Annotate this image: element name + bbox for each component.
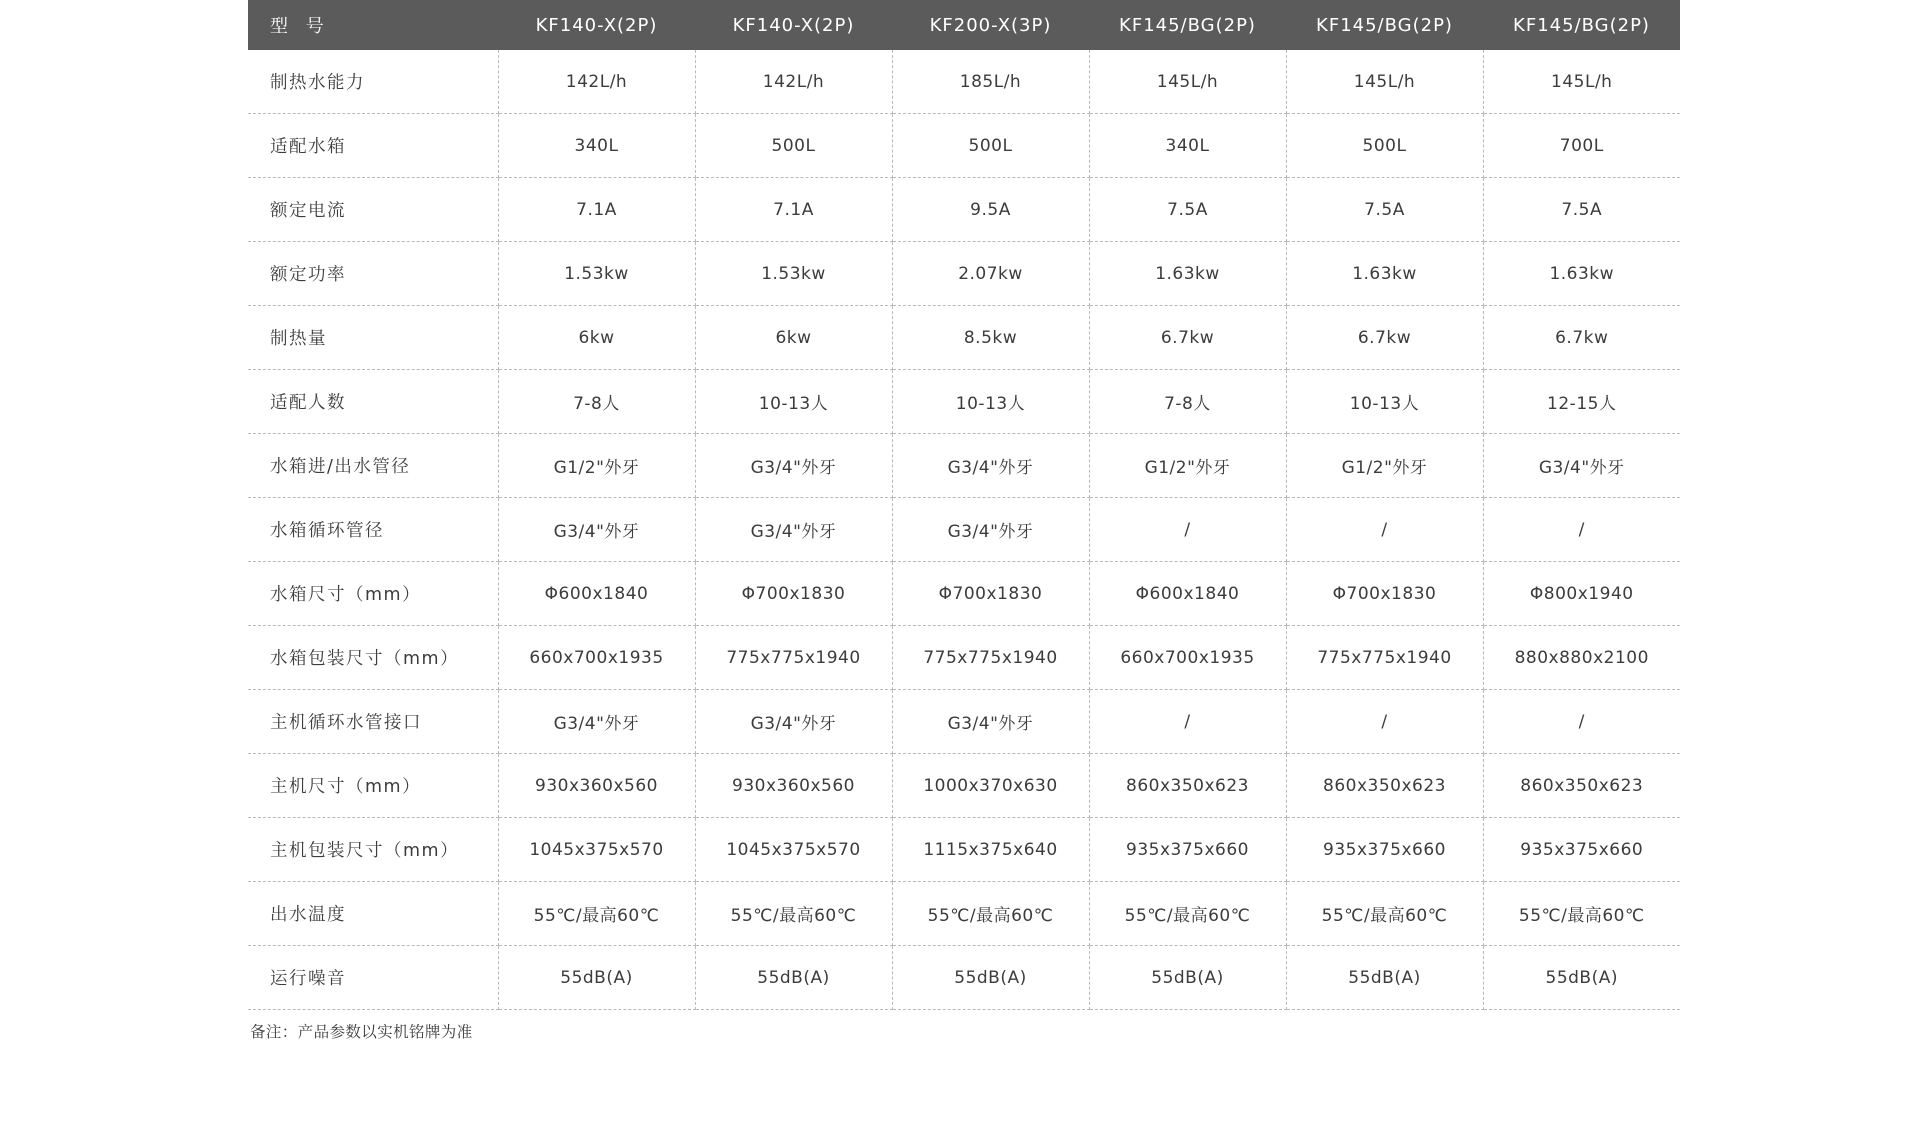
table-cell: 55dB(A) bbox=[1483, 946, 1680, 1010]
table-cell: 6.7kw bbox=[1286, 306, 1483, 370]
table-row bbox=[248, 690, 1680, 754]
table-cell: 935x375x660 bbox=[1483, 818, 1680, 882]
table-cell: 6.7kw bbox=[1483, 306, 1680, 370]
table-cell: 660x700x1935 bbox=[498, 626, 695, 690]
table-cell: 860x350x623 bbox=[1483, 754, 1680, 818]
table-header bbox=[248, 0, 1680, 50]
table-cell: 7.1A bbox=[498, 178, 695, 242]
table-cell: 500L bbox=[1286, 114, 1483, 178]
table-cell: 930x360x560 bbox=[695, 754, 892, 818]
table-cell: 935x375x660 bbox=[1089, 818, 1286, 882]
column-header-model-2: KF140-X(2P) bbox=[695, 0, 892, 50]
table-cell: 7.5A bbox=[1286, 178, 1483, 242]
table-cell: 9.5A bbox=[892, 178, 1089, 242]
row-label: 主机循环水管接口 bbox=[248, 690, 498, 754]
table-cell: 185L/h bbox=[892, 50, 1089, 114]
table-cell: G3/4"外牙 bbox=[892, 498, 1089, 562]
table-cell: / bbox=[1089, 690, 1286, 754]
column-header-model-1: KF140-X(2P) bbox=[498, 0, 695, 50]
spec-table-container bbox=[248, 0, 1680, 1010]
row-label: 水箱循环管径 bbox=[248, 498, 498, 562]
table-cell: 8.5kw bbox=[892, 306, 1089, 370]
table-cell: 1.63kw bbox=[1483, 242, 1680, 306]
table-cell: 340L bbox=[1089, 114, 1286, 178]
table-cell: Φ600x1840 bbox=[498, 562, 695, 626]
table-cell: Φ600x1840 bbox=[1089, 562, 1286, 626]
table-cell: 55dB(A) bbox=[892, 946, 1089, 1010]
table-cell: G1/2"外牙 bbox=[498, 434, 695, 498]
table-row bbox=[248, 50, 1680, 114]
table-row bbox=[248, 626, 1680, 690]
footnote: 备注：产品参数以实机铭牌为准 bbox=[250, 1023, 473, 1041]
column-header-model-5: KF145/BG(2P) bbox=[1286, 0, 1483, 50]
table-cell: G3/4"外牙 bbox=[892, 434, 1089, 498]
table-cell: G3/4"外牙 bbox=[498, 498, 695, 562]
table-cell: G3/4"外牙 bbox=[498, 690, 695, 754]
table-cell: 55℃/最高60℃ bbox=[695, 882, 892, 946]
table-cell: 6.7kw bbox=[1089, 306, 1286, 370]
table-cell: 55dB(A) bbox=[1089, 946, 1286, 1010]
table-cell: / bbox=[1286, 498, 1483, 562]
column-header-model-6: KF145/BG(2P) bbox=[1483, 0, 1680, 50]
table-cell: 930x360x560 bbox=[498, 754, 695, 818]
table-cell: 775x775x1940 bbox=[695, 626, 892, 690]
row-label: 水箱进/出水管径 bbox=[248, 434, 498, 498]
table-cell: G3/4"外牙 bbox=[695, 434, 892, 498]
table-cell: 55℃/最高60℃ bbox=[892, 882, 1089, 946]
table-row bbox=[248, 114, 1680, 178]
table-row bbox=[248, 306, 1680, 370]
product-spec-table bbox=[248, 0, 1680, 1010]
table-cell: G3/4"外牙 bbox=[695, 690, 892, 754]
table-cell: 55dB(A) bbox=[695, 946, 892, 1010]
table-cell: 1045x375x570 bbox=[695, 818, 892, 882]
row-label: 主机尺寸（mm） bbox=[248, 754, 498, 818]
table-cell: 1.63kw bbox=[1286, 242, 1483, 306]
table-row bbox=[248, 370, 1680, 434]
row-label: 运行噪音 bbox=[248, 946, 498, 1010]
table-cell: 10-13人 bbox=[695, 370, 892, 434]
table-cell: Φ700x1830 bbox=[892, 562, 1089, 626]
table-cell: 10-13人 bbox=[1286, 370, 1483, 434]
table-cell: 880x880x2100 bbox=[1483, 626, 1680, 690]
table-row bbox=[248, 562, 1680, 626]
table-cell: 55℃/最高60℃ bbox=[1483, 882, 1680, 946]
table-cell: 1000x370x630 bbox=[892, 754, 1089, 818]
table-cell: 500L bbox=[695, 114, 892, 178]
table-row bbox=[248, 242, 1680, 306]
table-cell: 55dB(A) bbox=[1286, 946, 1483, 1010]
table-cell: Φ700x1830 bbox=[1286, 562, 1483, 626]
row-label: 适配水箱 bbox=[248, 114, 498, 178]
table-cell: 775x775x1940 bbox=[892, 626, 1089, 690]
table-cell: 55℃/最高60℃ bbox=[1089, 882, 1286, 946]
table-cell: 500L bbox=[892, 114, 1089, 178]
table-cell: 935x375x660 bbox=[1286, 818, 1483, 882]
table-cell: 55℃/最高60℃ bbox=[498, 882, 695, 946]
table-cell: / bbox=[1483, 690, 1680, 754]
row-label: 制热量 bbox=[248, 306, 498, 370]
table-cell: / bbox=[1483, 498, 1680, 562]
table-row bbox=[248, 178, 1680, 242]
table-cell: 6kw bbox=[695, 306, 892, 370]
table-cell: 1045x375x570 bbox=[498, 818, 695, 882]
table-cell: 7.5A bbox=[1089, 178, 1286, 242]
table-header-row bbox=[248, 0, 1680, 50]
table-cell: 145L/h bbox=[1089, 50, 1286, 114]
table-row bbox=[248, 818, 1680, 882]
table-cell: 55dB(A) bbox=[498, 946, 695, 1010]
table-cell: 700L bbox=[1483, 114, 1680, 178]
row-label: 主机包装尺寸（mm） bbox=[248, 818, 498, 882]
table-cell: G3/4"外牙 bbox=[1483, 434, 1680, 498]
row-label: 额定电流 bbox=[248, 178, 498, 242]
table-cell: 1.53kw bbox=[498, 242, 695, 306]
table-cell: 10-13人 bbox=[892, 370, 1089, 434]
column-header-model-3: KF200-X(3P) bbox=[892, 0, 1089, 50]
column-header-model-label: 型 号 bbox=[248, 0, 498, 50]
table-cell: G1/2"外牙 bbox=[1286, 434, 1483, 498]
table-body bbox=[248, 50, 1680, 1010]
table-cell: 775x775x1940 bbox=[1286, 626, 1483, 690]
row-label: 水箱包装尺寸（mm） bbox=[248, 626, 498, 690]
table-cell: G1/2"外牙 bbox=[1089, 434, 1286, 498]
table-cell: 145L/h bbox=[1286, 50, 1483, 114]
row-label: 适配人数 bbox=[248, 370, 498, 434]
table-cell: G3/4"外牙 bbox=[892, 690, 1089, 754]
table-row bbox=[248, 882, 1680, 946]
table-cell: 1115x375x640 bbox=[892, 818, 1089, 882]
table-cell: 142L/h bbox=[695, 50, 892, 114]
table-cell: 1.63kw bbox=[1089, 242, 1286, 306]
table-cell: 7-8人 bbox=[1089, 370, 1286, 434]
row-label: 水箱尺寸（mm） bbox=[248, 562, 498, 626]
table-cell: 7.1A bbox=[695, 178, 892, 242]
row-label: 额定功率 bbox=[248, 242, 498, 306]
row-label: 出水温度 bbox=[248, 882, 498, 946]
column-header-model-4: KF145/BG(2P) bbox=[1089, 0, 1286, 50]
table-cell: Φ700x1830 bbox=[695, 562, 892, 626]
table-cell: 660x700x1935 bbox=[1089, 626, 1286, 690]
table-cell: 145L/h bbox=[1483, 50, 1680, 114]
table-cell: 7.5A bbox=[1483, 178, 1680, 242]
table-cell: 860x350x623 bbox=[1089, 754, 1286, 818]
row-label: 制热水能力 bbox=[248, 50, 498, 114]
table-cell: 2.07kw bbox=[892, 242, 1089, 306]
table-cell: 55℃/最高60℃ bbox=[1286, 882, 1483, 946]
table-row bbox=[248, 946, 1680, 1010]
table-row bbox=[248, 498, 1680, 562]
table-cell: Φ800x1940 bbox=[1483, 562, 1680, 626]
table-cell: 7-8人 bbox=[498, 370, 695, 434]
table-row bbox=[248, 754, 1680, 818]
table-cell: 860x350x623 bbox=[1286, 754, 1483, 818]
table-cell: G3/4"外牙 bbox=[695, 498, 892, 562]
table-cell: 340L bbox=[498, 114, 695, 178]
table-cell: 6kw bbox=[498, 306, 695, 370]
table-cell: 142L/h bbox=[498, 50, 695, 114]
table-row bbox=[248, 434, 1680, 498]
table-cell: 1.53kw bbox=[695, 242, 892, 306]
table-cell: / bbox=[1286, 690, 1483, 754]
table-cell: / bbox=[1089, 498, 1286, 562]
table-cell: 12-15人 bbox=[1483, 370, 1680, 434]
